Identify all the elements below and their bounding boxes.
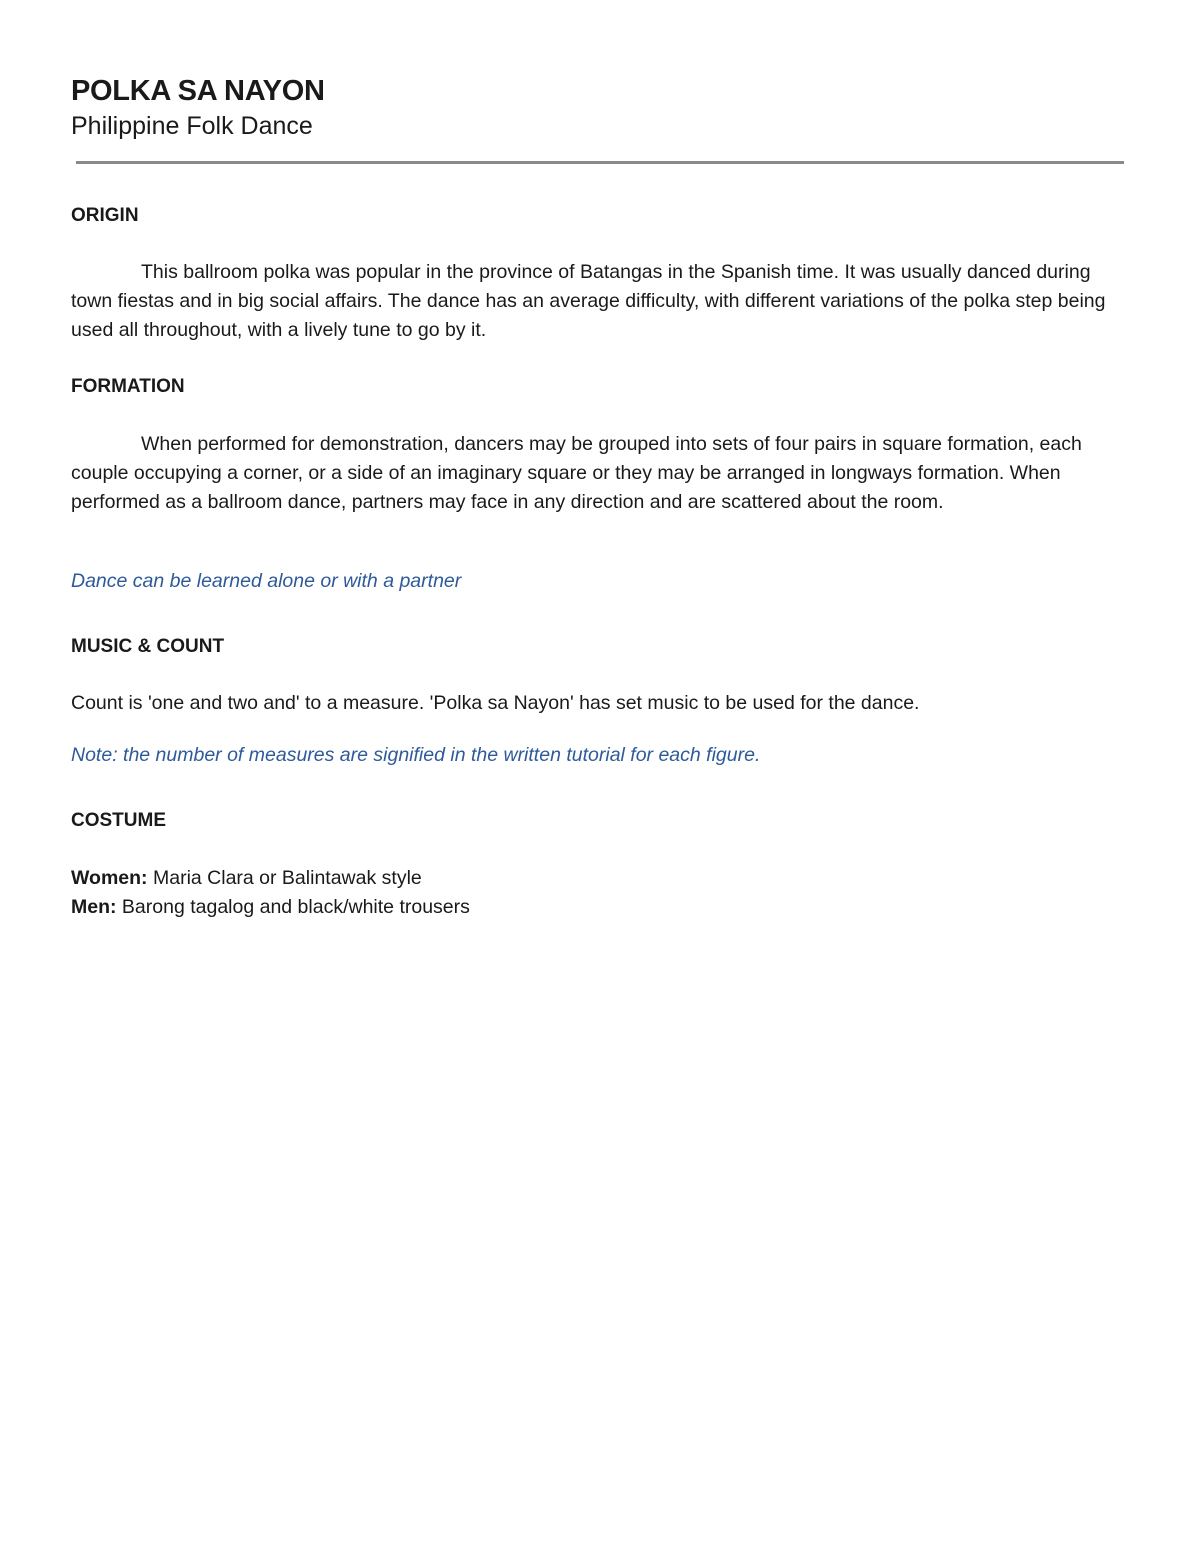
formation-paragraph: When performed for demonstration, dancers may be grouped into sets of four pairs in square formation, each couple occupying a corner, or a side of an imaginary square or they may be arranged in longways formation. When performed as a ballroom dance, partners may face in any direction and are scattered about the room.: [71, 433, 1082, 513]
costume-men-text: Barong tagalog and black/white trousers: [116, 896, 470, 918]
costume-women-text: Maria Clara or Balintawak style: [147, 867, 422, 889]
header-divider: [76, 161, 1124, 164]
costume-men-line: [71, 893, 470, 922]
music-count-note: Note: the number of measures are signified in the written tutorial for each figure.: [71, 744, 761, 766]
costume-women-label: Women:: [71, 867, 148, 889]
music-count-paragraph: Count is 'one and two and' to a measure. 'Polka sa Nayon' has set music to be used for the dance.: [71, 692, 920, 714]
origin-paragraph: This ballroom polka was popular in the province of Batangas in the Spanish time. It was usually danced during town fiestas and in big social affairs. The dance has an average difficulty, with different variations of the polka step being used all throughout, with a lively tune to go by it.: [71, 261, 1106, 341]
music-count-heading: MUSIC & COUNT: [71, 636, 225, 657]
formation-note: Dance can be learned alone or with a partner: [71, 570, 462, 592]
formation-heading: FORMATION: [71, 376, 185, 397]
costume-heading: COSTUME: [71, 810, 166, 831]
costume-men-label: Men:: [71, 896, 117, 918]
costume-women-line: [71, 864, 422, 893]
origin-heading: ORIGIN: [71, 205, 139, 226]
document-subtitle: Philippine Folk Dance: [71, 112, 313, 140]
document-title: POLKA SA NAYON: [71, 75, 325, 107]
